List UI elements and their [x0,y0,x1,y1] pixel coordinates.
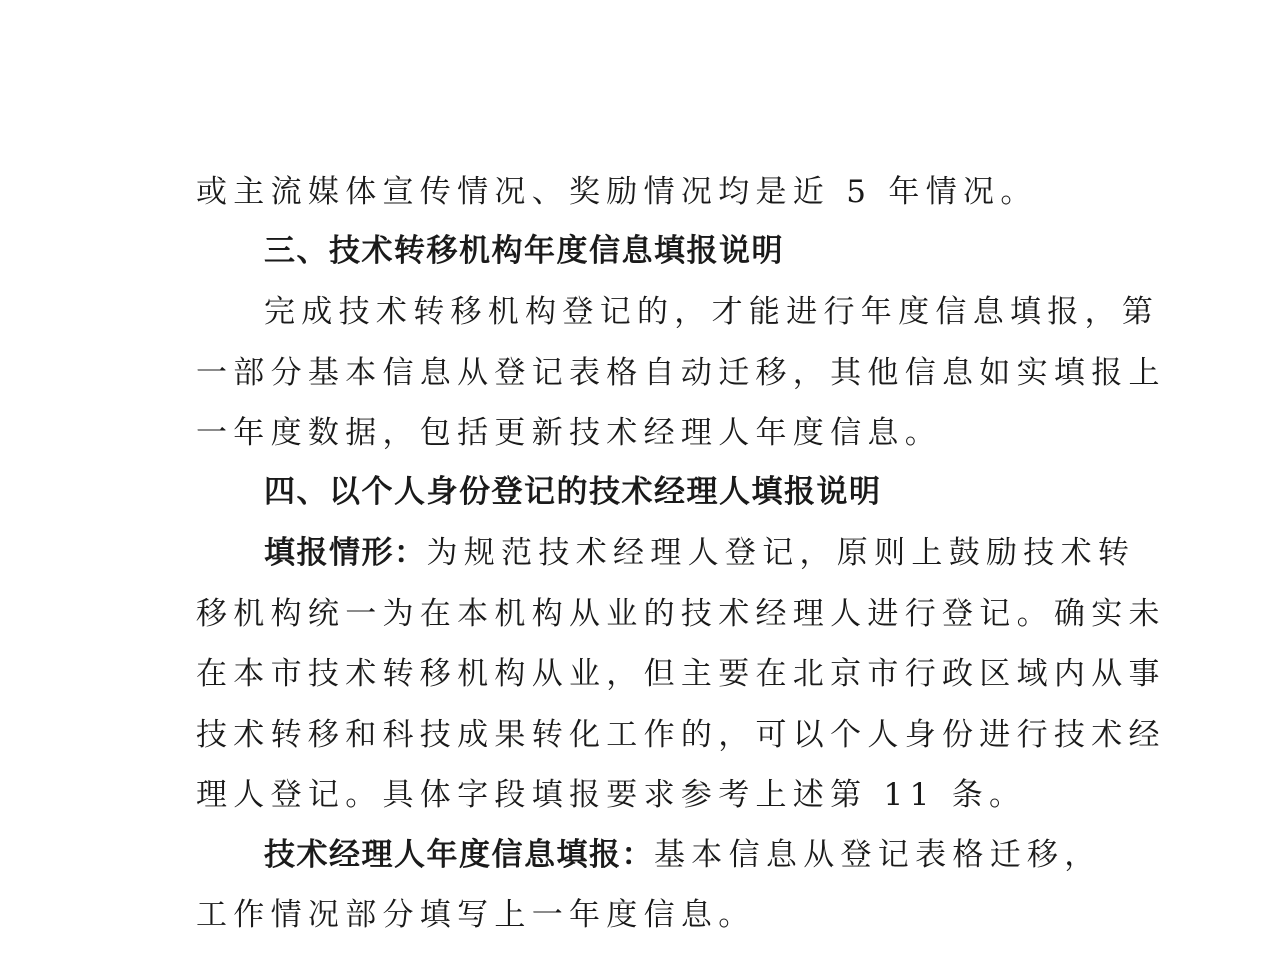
paragraph-line: 或主流媒体宣传情况、奖励情况均是近 5 年情况。 [196,174,1038,210]
paragraph-line: 理人登记。具体字段填报要求参考上述第 11 条。 [196,777,1027,813]
paragraph-text: 基本信息从登记表格迁移， [654,837,1102,873]
paragraph-lead: 技术经理人年度信息填报： [264,837,654,873]
paragraph-lead: 填报情形： [264,535,427,571]
section-heading-4: 四、以个人身份登记的技术经理人填报说明 [264,474,882,510]
paragraph-line: 一部分基本信息从登记表格自动迁移，其他信息如实填报上 [196,355,1166,391]
paragraph-line: 一年度数据，包括更新技术经理人年度信息。 [196,415,942,451]
paragraph-line: 在本市技术转移机构从业，但主要在北京市行政区域内从事 [196,656,1166,692]
section-heading-3: 三、技术转移机构年度信息填报说明 [264,233,784,269]
paragraph-line: 工作情况部分填写上一年度信息。 [196,897,756,933]
paragraph-text: 为规范技术经理人登记，原则上鼓励技术转 [426,535,1136,571]
paragraph-line [264,533,1136,573]
paragraph-line [264,835,1102,875]
paragraph-line: 技术转移和科技成果转化工作的，可以个人身份进行技术经 [196,717,1166,753]
paragraph-line: 移机构统一为在本机构从业的技术经理人进行登记。确实未 [196,596,1166,632]
paragraph-line: 完成技术转移机构登记的，才能进行年度信息填报，第 [264,294,1160,330]
